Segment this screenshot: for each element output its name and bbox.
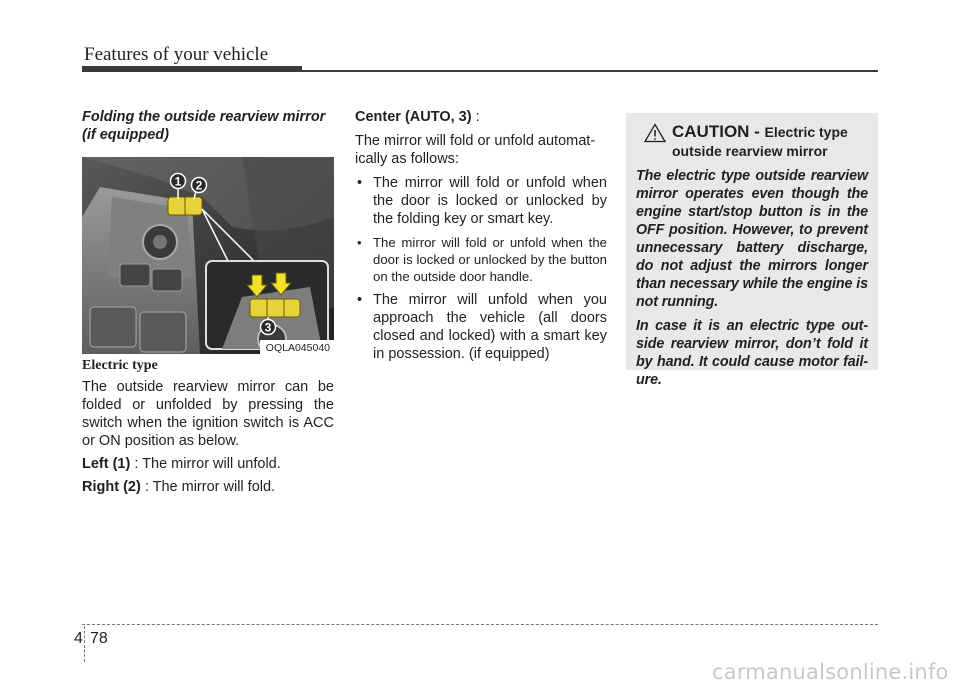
image-code: OQLA045040 [265, 342, 330, 354]
right-instruction [82, 478, 334, 496]
left-column [82, 108, 334, 144]
center-intro: The mirror will fold or unfold automat-ically as follows: [355, 133, 596, 167]
right-text: : The mirror will fold. [140, 479, 276, 495]
caution-title-main: CAUTION - [672, 122, 765, 141]
electric-type-body [82, 378, 334, 501]
caution-subtitle: outside rearview mirror [672, 143, 828, 159]
caution-title [672, 123, 848, 141]
page-number: 78 [90, 630, 108, 647]
list-item: • The mirror will unfold when you approach the vehicle (all doors closed and locked) with a smart key in possession. (if equipped) [355, 291, 607, 363]
zoom-inset [206, 261, 328, 353]
list-item: • The mirror will fold or unfold when the door is locked or unlocked by the folding key or smart key. [355, 174, 607, 228]
watermark: carmanualsonline.info [712, 660, 949, 684]
mirror-switch-illustration [82, 157, 334, 354]
right-label: Right (2) [82, 479, 141, 495]
intro-paragraph: The outside rearview mirror can be folded or unfolded by pressing the switch when the ignition switch is ACC or ON position as below. [82, 379, 334, 449]
mirror-switch-photo [82, 157, 334, 354]
center-label: Center (AUTO, 3) [355, 109, 472, 125]
left-instruction [82, 455, 334, 473]
page-header-title: Features of your vehicle [84, 44, 269, 65]
list-item: • The mirror will fold or unfold when the door is locked or unlocked by the button on the outside door handle. [355, 234, 607, 285]
section-title: Folding the outside rearview mirror (if equipped) [82, 109, 326, 143]
footer-rule [82, 624, 878, 625]
callout-2-label: 2 [195, 178, 203, 193]
caution-box [626, 113, 878, 388]
footer-divider [84, 626, 85, 662]
caution-paragraph-2: In case it is an electric type out-side rearview mirror, don’t fold it by hand. It could cause motor fail-ure. [636, 318, 868, 388]
header-bar [82, 66, 302, 72]
caution-header [636, 123, 868, 163]
center-label-suffix: : [471, 109, 480, 125]
left-text: : The mirror will unfold. [130, 456, 281, 472]
caution-paragraph-1: The electric type outside rearview mirror operates even though the engine start/stop button is in the OFF position. However, to prevent unnecessary battery discharge, do not adjust the mirrors longer than necessary while the engine is not running. [636, 168, 868, 310]
warning-triangle-icon [644, 123, 666, 143]
callout-3-label: 3 [264, 320, 272, 335]
center-column [355, 108, 607, 369]
left-label: Left (1) [82, 456, 131, 472]
center-bullet-list [355, 174, 607, 363]
center-heading [355, 108, 607, 126]
header-rule [300, 70, 878, 72]
subheading-electric-type: Electric type [82, 358, 158, 373]
page-section-number: 4 [74, 630, 83, 647]
caution-title-small: Electric type [764, 124, 848, 140]
callout-1-label: 1 [174, 174, 182, 189]
